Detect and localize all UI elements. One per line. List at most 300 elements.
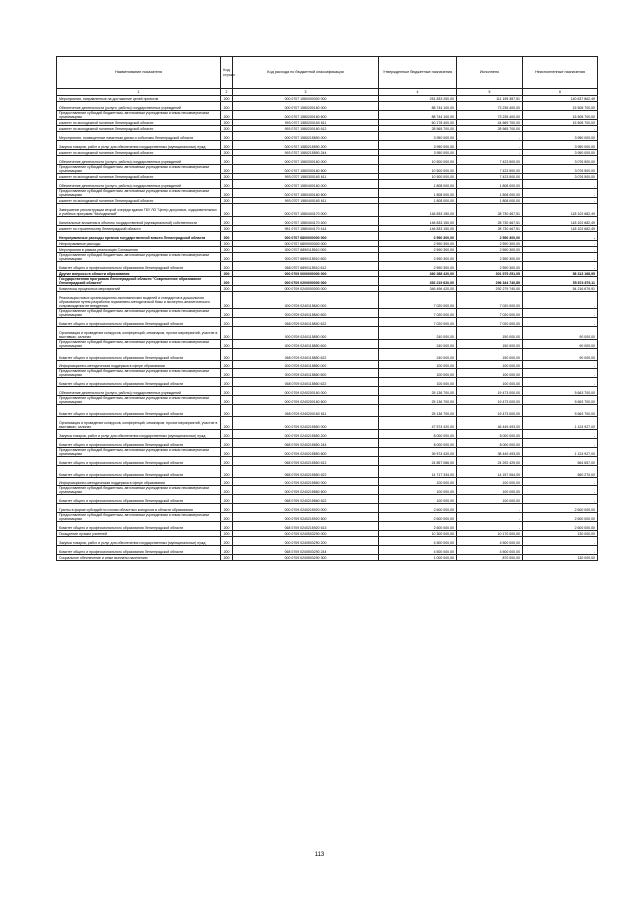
row-unexecuted-amount: 1 124 927,00 xyxy=(523,448,598,457)
row-approved-amount: 2 600 000,00 xyxy=(379,513,457,522)
row-name: Комплексы процессных мероприятий xyxy=(57,286,221,292)
row-classification-code: 000 0709 0200000000 000 xyxy=(233,277,379,286)
row-classification-code: 000 0709 0240503290 000 xyxy=(233,531,379,537)
row-unexecuted-amount: 560 270,00 xyxy=(523,466,598,478)
row-name: Непрограммные расходы xyxy=(57,241,221,247)
row-executed-amount: - xyxy=(457,141,523,150)
row-executed-amount: 46 449 493,00 xyxy=(457,417,523,430)
row-name: комитет по молодежной политике Ленинградской области xyxy=(57,174,221,180)
row-name: Предоставление субсидий бюджетным, автономным учреждениям и иным некоммерческим организациям xyxy=(57,513,221,522)
row-unexecuted-amount: - xyxy=(523,430,598,439)
table-row xyxy=(57,102,598,111)
row-classification-code: 068 0709 0240215850 244 xyxy=(233,439,379,448)
row-code: 200 xyxy=(221,262,233,271)
row-unexecuted-amount: 118 102 682,49 xyxy=(523,226,598,232)
table-row xyxy=(57,555,598,561)
row-executed-amount: 24 292 429,00 xyxy=(457,457,523,466)
row-name: Предоставление субсидий бюджетным, автономным учреждениям и иным некоммерческим организациям xyxy=(57,111,221,120)
row-executed-amount: 14 157 064,00 xyxy=(457,466,523,478)
row-unexecuted-amount: 3 950 000,00 xyxy=(523,132,598,141)
row-unexecuted-amount: - xyxy=(523,486,598,495)
row-approved-amount: 8 000 000,00 xyxy=(379,439,457,448)
row-name: Обеспечение деятельности (услуги, работы) государственных учреждений xyxy=(57,156,221,165)
row-code: 200 xyxy=(221,286,233,292)
row-code: 200 xyxy=(221,174,233,180)
row-approved-amount: 2 590 300,00 xyxy=(379,241,457,247)
row-unexecuted-amount: 3 076 500,00 xyxy=(523,165,598,174)
row-approved-amount: 3 950 000,00 xyxy=(379,141,457,150)
row-classification-code: 000 0707 1580215890 200 xyxy=(233,141,379,150)
table-row xyxy=(57,111,598,120)
table-row xyxy=(57,387,598,396)
row-unexecuted-amount: - xyxy=(523,378,598,387)
row-name: Организация и проведение конкурсов, конференций, семинаров, прочих мероприятий, участие в выставках, салонах xyxy=(57,327,221,340)
row-executed-amount: 28 730 467,51 xyxy=(457,204,523,217)
row-approved-amount: 1 808 000,00 xyxy=(379,189,457,198)
row-name: Комитет общего и профессионального образования Ленинградской области xyxy=(57,466,221,478)
row-unexecuted-amount: - xyxy=(523,126,598,132)
row-unexecuted-amount: 118 102 682,49 xyxy=(523,204,598,217)
row-executed-amount: - xyxy=(457,132,523,141)
row-classification-code: 000 0707 6890115510 000 xyxy=(233,247,379,253)
row-approved-amount: 2 590 300,00 xyxy=(379,232,457,241)
row-executed-amount: 28 730 467,51 xyxy=(457,217,523,226)
table-row xyxy=(57,486,598,495)
row-unexecuted-amount: 2 600 000,00 xyxy=(523,504,598,513)
row-approved-amount: 240 000,00 xyxy=(379,340,457,349)
row-unexecuted-amount: 58 313 168,95 xyxy=(523,271,598,277)
row-approved-amount: 7 020 000,00 xyxy=(379,318,457,327)
row-name: Предоставление субсидий бюджетным, автономным учреждениям и иным некоммерческим организациям xyxy=(57,189,221,198)
row-executed-amount: 10 170 000,00 xyxy=(457,531,523,537)
row-classification-code: 000 0709 0240215850 000 xyxy=(233,417,379,430)
row-name: Предоставление субсидий бюджетным, автономным учреждениям и иным некоммерческим организациям xyxy=(57,369,221,378)
row-name: Комитет общего и профессионального образования Ленинградской области xyxy=(57,349,221,361)
row-executed-amount: 100 000,00 xyxy=(457,369,523,378)
row-executed-amount: 296 344 740,89 xyxy=(457,277,523,286)
row-code: 200 xyxy=(221,180,233,189)
row-code: 200 xyxy=(221,504,233,513)
row-approved-amount: 25 136 700,00 xyxy=(379,387,457,396)
row-executed-amount: 28 565 700,00 xyxy=(457,126,523,132)
row-code: 200 xyxy=(221,277,233,286)
row-unexecuted-amount: 140 637 862,49 xyxy=(523,96,598,102)
row-code: 200 xyxy=(221,448,233,457)
row-approved-amount: 240 000,00 xyxy=(379,327,457,340)
table-row xyxy=(57,522,598,531)
row-name: Социальное обеспечение и иные выплаты населению xyxy=(57,555,221,561)
column-number-row xyxy=(57,89,598,96)
row-approved-amount: 8 000 000,00 xyxy=(379,430,457,439)
row-approved-amount: 10 500 000,00 xyxy=(379,174,457,180)
row-approved-amount: 146 833 150,00 xyxy=(379,226,457,232)
row-code: 200 xyxy=(221,253,233,262)
row-name: Гранты в форме субсидий по итогам областных конкурсов в области образования xyxy=(57,504,221,513)
row-classification-code: 000 0709 0000000000 000 xyxy=(233,271,379,277)
header-approved: Утвержденные бюджетные назначения xyxy=(379,57,457,89)
row-unexecuted-amount: 3 076 500,00 xyxy=(523,174,598,180)
row-code: 200 xyxy=(221,495,233,504)
row-executed-amount: 19 473 000,00 xyxy=(457,396,523,405)
header-name: Наименование показателя xyxy=(57,57,221,89)
row-executed-amount: 870 000,00 xyxy=(457,555,523,561)
row-classification-code: 000 0707 6800000000 000 xyxy=(233,232,379,241)
row-unexecuted-amount: 3 950 000,00 xyxy=(523,150,598,156)
row-approved-amount: 3 950 000,00 xyxy=(379,132,457,141)
row-classification-code: 993 0707 1580400160 611 xyxy=(233,198,379,204)
row-executed-amount: 7 423 500,00 xyxy=(457,174,523,180)
row-unexecuted-amount: 118 102 682,49 xyxy=(523,217,598,226)
row-unexecuted-amount: - xyxy=(523,439,598,448)
row-executed-amount: 100 000,00 xyxy=(457,378,523,387)
row-approved-amount: 4 500 000,00 xyxy=(379,537,457,546)
row-code: 200 xyxy=(221,132,233,141)
row-code: 200 xyxy=(221,522,233,531)
table-row xyxy=(57,262,598,271)
row-executed-amount: 8 000 000,00 xyxy=(457,439,523,448)
row-executed-amount: 1 808 000,00 xyxy=(457,180,523,189)
row-executed-amount: - xyxy=(457,504,523,513)
row-unexecuted-amount: 130 000,00 xyxy=(523,531,598,537)
row-unexecuted-amount: 2 600 000,00 xyxy=(523,522,598,531)
row-code: 200 xyxy=(221,120,233,126)
row-classification-code: 000 0707 6890115510 600 xyxy=(233,253,379,262)
row-name: Комитет общего и профессионального образования Ленинградской области xyxy=(57,457,221,466)
row-approved-amount: 60 178 400,00 xyxy=(379,120,457,126)
row-unexecuted-amount: - xyxy=(523,198,598,204)
row-classification-code: 000 0707 1580215890 000 xyxy=(233,132,379,141)
row-classification-code: 000 0709 0240000000 000 xyxy=(233,286,379,292)
row-code: 200 xyxy=(221,241,233,247)
row-executed-amount: 4 500 000,00 xyxy=(457,546,523,555)
column-number: 4 xyxy=(379,89,457,96)
row-executed-amount: 100 000,00 xyxy=(457,478,523,486)
row-approved-amount: 100 000,00 xyxy=(379,378,457,387)
row-approved-amount: 10 500 000,00 xyxy=(379,165,457,174)
row-name: Предоставление субсидий бюджетным, автономным учреждениям и иным некоммерческим организациям xyxy=(57,165,221,174)
row-approved-amount: 88 744 100,00 xyxy=(379,102,457,111)
row-approved-amount: 88 744 100,00 xyxy=(379,111,457,120)
row-name: Предоставление субсидий бюджетным, автономным учреждениям и иным некоммерческим организациям xyxy=(57,448,221,457)
row-classification-code: 000 0709 0240115850 000 xyxy=(233,327,379,340)
row-classification-code: 993 0707 1580200160 611 xyxy=(233,120,379,126)
table-row xyxy=(57,309,598,318)
row-unexecuted-amount: 55 874 879,11 xyxy=(523,277,598,286)
row-name: Мероприятия, посвященные памятным датам и событиям Ленинградской области xyxy=(57,132,221,141)
row-name: Предоставление субсидий бюджетным, автономным учреждениям и иным некоммерческим организациям xyxy=(57,486,221,495)
row-approved-amount: 100 000,00 xyxy=(379,486,457,495)
row-name: Завершение реконструкции второй очереди здания ГБУ ЛО "Центр досуговых, оздоровительных и учебных программ "Молодежный" xyxy=(57,204,221,217)
header-code: Код строки xyxy=(221,57,233,89)
table-row xyxy=(57,141,598,150)
row-code: 200 xyxy=(221,457,233,466)
row-name: Предоставление субсидий бюджетным, автономным учреждениям и иным некоммерческим организациям xyxy=(57,340,221,349)
row-unexecuted-amount: - xyxy=(523,309,598,318)
table-row xyxy=(57,546,598,555)
row-code: 200 xyxy=(221,478,233,486)
table-row xyxy=(57,349,598,361)
row-unexecuted-amount: 5 663 700,00 xyxy=(523,396,598,405)
row-executed-amount: - xyxy=(457,522,523,531)
row-classification-code: 993 0707 1580200160 612 xyxy=(233,126,379,132)
row-approved-amount: 7 020 000,00 xyxy=(379,309,457,318)
row-executed-amount: 7 423 500,00 xyxy=(457,156,523,165)
row-classification-code: 993 0707 1580215890 244 xyxy=(233,150,379,156)
table-row xyxy=(57,417,598,430)
row-classification-code: 068 0709 0240200160 611 xyxy=(233,405,379,417)
column-number: 5 xyxy=(457,89,523,96)
row-name: Комитет общего и профессионального образования Ленинградской области xyxy=(57,405,221,417)
row-executed-amount: 2 590 300,00 xyxy=(457,262,523,271)
row-approved-amount: 7 020 000,00 xyxy=(379,292,457,309)
row-approved-amount: 2 600 000,00 xyxy=(379,522,457,531)
row-unexecuted-amount: 90 000,00 xyxy=(523,340,598,349)
row-code: 200 xyxy=(221,340,233,349)
row-name: Обеспечение деятельности (услуги, работы) государственных учреждений xyxy=(57,387,221,396)
table-row xyxy=(57,466,598,478)
table-row xyxy=(57,292,598,309)
row-executed-amount: 150 000,00 xyxy=(457,349,523,361)
row-code: 200 xyxy=(221,486,233,495)
row-unexecuted-amount: - xyxy=(523,189,598,198)
row-classification-code: 000 0709 0240115840 600 xyxy=(233,309,379,318)
row-name: комитет по молодежной политике Ленинградской области xyxy=(57,198,221,204)
row-code: 200 xyxy=(221,150,233,156)
row-classification-code: 068 0709 0240215860 622 xyxy=(233,495,379,504)
row-classification-code: 068 0709 0240215920 613 xyxy=(233,522,379,531)
row-code: 200 xyxy=(221,378,233,387)
row-executed-amount: 100 000,00 xyxy=(457,361,523,369)
row-approved-amount: 251 833 250,00 xyxy=(379,96,457,102)
table-row xyxy=(57,189,598,198)
row-name: комитет по строительству Ленинградской области xyxy=(57,226,221,232)
row-approved-amount: 39 574 420,00 xyxy=(379,448,457,457)
row-approved-amount: 2 600 000,00 xyxy=(379,504,457,513)
row-name: Поощрение лучших учителей xyxy=(57,531,221,537)
row-unexecuted-amount: 15 508 700,00 xyxy=(523,111,598,120)
row-unexecuted-amount: - xyxy=(523,478,598,486)
row-code: 200 xyxy=(221,226,233,232)
row-code: 200 xyxy=(221,405,233,417)
row-approved-amount: 352 219 620,00 xyxy=(379,277,457,286)
row-unexecuted-amount: - xyxy=(523,241,598,247)
row-name: Непрограммные расходы органов государственной власти Ленинградской области xyxy=(57,232,221,241)
row-approved-amount: 24 857 086,00 xyxy=(379,457,457,466)
header-executed: Исполнено xyxy=(457,57,523,89)
row-executed-amount: 1 808 000,00 xyxy=(457,198,523,204)
row-name: Информационно-методическая поддержка в сфере образования xyxy=(57,361,221,369)
row-approved-amount: 100 000,00 xyxy=(379,369,457,378)
table-row xyxy=(57,430,598,439)
table-row xyxy=(57,478,598,486)
row-unexecuted-amount: 3 950 000,00 xyxy=(523,141,598,150)
row-executed-amount: 1 808 000,00 xyxy=(457,189,523,198)
row-name: Информационно-методическая поддержка в сфере образования xyxy=(57,478,221,486)
row-approved-amount: 2 590 300,00 xyxy=(379,247,457,253)
row-code: 200 xyxy=(221,439,233,448)
table-row xyxy=(57,277,598,286)
row-approved-amount: 1 808 000,00 xyxy=(379,198,457,204)
row-classification-code: 000 0707 1580400160 600 xyxy=(233,189,379,198)
row-classification-code: 000 0709 0240215860 000 xyxy=(233,478,379,486)
row-unexecuted-amount: - xyxy=(523,253,598,262)
row-approved-amount: 25 136 700,00 xyxy=(379,396,457,405)
row-executed-amount: 19 473 000,00 xyxy=(457,405,523,417)
row-unexecuted-amount: - xyxy=(523,292,598,309)
row-unexecuted-amount: 130 000,00 xyxy=(523,555,598,561)
row-approved-amount: 240 000,00 xyxy=(379,349,457,361)
row-name: Комитет общего и профессионального образования Ленинградской области xyxy=(57,439,221,448)
row-classification-code: 068 0709 0240215850 622 xyxy=(233,466,379,478)
row-approved-amount: 100 000,00 xyxy=(379,478,457,486)
row-name: Предоставление субсидий бюджетным, автономным учреждениям и иным некоммерческим организациям xyxy=(57,309,221,318)
row-code: 200 xyxy=(221,204,233,217)
row-approved-amount: 100 000,00 xyxy=(379,495,457,504)
row-code: 200 xyxy=(221,417,233,430)
table-row xyxy=(57,537,598,546)
row-classification-code: 000 0707 1580300160 600 xyxy=(233,165,379,174)
column-number: 6 xyxy=(523,89,598,96)
row-classification-code: 000 0707 1580300160 000 xyxy=(233,156,379,165)
header-unexecuted: Неисполненные назначения xyxy=(523,57,598,89)
row-executed-amount: - xyxy=(457,513,523,522)
table-row xyxy=(57,204,598,217)
row-name: Обеспечение деятельности (услуги, работы) государственных учреждений xyxy=(57,102,221,111)
row-classification-code: 000 0707 1580000000 000 xyxy=(233,96,379,102)
row-code: 200 xyxy=(221,327,233,340)
budget-execution-table xyxy=(56,56,598,561)
row-approved-amount: 3 950 000,00 xyxy=(379,150,457,156)
row-executed-amount: 8 000 000,00 xyxy=(457,430,523,439)
row-name: Мероприятия, направленные на достижение целей проектов xyxy=(57,96,221,102)
row-unexecuted-amount: - xyxy=(523,318,598,327)
row-code: 200 xyxy=(221,271,233,277)
row-executed-amount: 7 020 000,00 xyxy=(457,309,523,318)
row-approved-amount: 1 000 000,00 xyxy=(379,555,457,561)
column-number: 3 xyxy=(233,89,379,96)
row-code: 200 xyxy=(221,165,233,174)
row-classification-code: 068 0709 0240115860 622 xyxy=(233,378,379,387)
row-classification-code: 068 0707 6890115510 612 xyxy=(233,262,379,271)
table-row xyxy=(57,457,598,466)
row-name: Комитет общего и профессионального образования Ленинградской области xyxy=(57,378,221,387)
row-classification-code: 000 0709 0240215850 200 xyxy=(233,430,379,439)
row-executed-amount: 7 020 000,00 xyxy=(457,318,523,327)
table-row xyxy=(57,318,598,327)
table-row xyxy=(57,340,598,349)
row-classification-code: 000 0709 0240215920 600 xyxy=(233,513,379,522)
row-executed-amount: 73 235 400,00 xyxy=(457,102,523,111)
row-code: 200 xyxy=(221,513,233,522)
row-name: Комитет общего и профессионального образования Ленинградской области xyxy=(57,262,221,271)
table-row xyxy=(57,369,598,378)
row-approved-amount: 47 574 420,00 xyxy=(379,417,457,430)
row-name: Комитет общего и профессионального образования Ленинградской области xyxy=(57,495,221,504)
row-unexecuted-amount: 2 600 000,00 xyxy=(523,513,598,522)
row-name: комитет по молодежной политике Ленинградской области xyxy=(57,150,221,156)
row-code: 200 xyxy=(221,531,233,537)
row-name: Организация и проведение конкурсов, конференций, семинаров, прочих мероприятий, участие в выставках, салонах xyxy=(57,417,221,430)
row-code: 200 xyxy=(221,247,233,253)
table-row xyxy=(57,132,598,141)
row-name: Другие вопросы в области образования xyxy=(57,271,221,277)
row-classification-code: 000 0709 0240215860 600 xyxy=(233,486,379,495)
row-name: Мероприятия в рамках реализации Соглашения xyxy=(57,247,221,253)
row-code: 200 xyxy=(221,96,233,102)
row-classification-code: 000 0707 1580200160 600 xyxy=(233,111,379,120)
column-number: 2 xyxy=(221,89,233,96)
header-classification: Код расхода по бюджетной классификации xyxy=(233,57,379,89)
row-code: 200 xyxy=(221,369,233,378)
row-executed-amount: 28 730 467,51 xyxy=(457,226,523,232)
table-row xyxy=(57,361,598,369)
row-classification-code: 951 0707 1580404170 414 xyxy=(233,226,379,232)
row-executed-amount: - xyxy=(457,150,523,156)
table-row xyxy=(57,448,598,457)
row-name: комитет по молодежной политике Ленинградской области xyxy=(57,126,221,132)
row-approved-amount: 146 833 150,00 xyxy=(379,217,457,226)
row-unexecuted-amount: - xyxy=(523,180,598,189)
row-executed-amount: 4 500 000,00 xyxy=(457,537,523,546)
row-executed-amount: 100 000,00 xyxy=(457,486,523,495)
row-unexecuted-amount: 1 124 927,00 xyxy=(523,417,598,430)
table-row xyxy=(57,504,598,513)
table-row xyxy=(57,327,598,340)
table-row xyxy=(57,396,598,405)
row-executed-amount: 301 975 251,05 xyxy=(457,271,523,277)
row-unexecuted-amount: - xyxy=(523,369,598,378)
row-unexecuted-amount: 90 000,00 xyxy=(523,349,598,361)
row-classification-code: 000 0707 1580400160 000 xyxy=(233,180,379,189)
row-classification-code: 068 0709 0240115850 622 xyxy=(233,349,379,361)
row-code: 200 xyxy=(221,546,233,555)
row-unexecuted-amount: 90 000,00 xyxy=(523,327,598,340)
row-code: 200 xyxy=(221,232,233,241)
row-approved-amount: 10 500 000,00 xyxy=(379,156,457,165)
row-executed-amount: 100 000,00 xyxy=(457,495,523,504)
column-number: 1 xyxy=(57,89,221,96)
row-executed-amount: 7 020 000,00 xyxy=(457,292,523,309)
row-approved-amount: 2 590 300,00 xyxy=(379,262,457,271)
row-classification-code: 000 0709 0240215920 000 xyxy=(233,504,379,513)
table-row xyxy=(57,156,598,165)
row-approved-amount: 25 136 700,00 xyxy=(379,405,457,417)
row-code: 200 xyxy=(221,189,233,198)
row-unexecuted-amount: 15 508 700,00 xyxy=(523,102,598,111)
row-unexecuted-amount: 564 657,00 xyxy=(523,457,598,466)
row-classification-code: 000 0709 0240503290 200 xyxy=(233,537,379,546)
table-row xyxy=(57,513,598,522)
row-name: Закупка товаров, работ и услуг для обеспечения государственных (муниципальных) нужд xyxy=(57,141,221,150)
row-name: Предоставление субсидий бюджетным, автономным учреждениям и иным некоммерческим организациям xyxy=(57,396,221,405)
row-unexecuted-amount: 15 508 700,00 xyxy=(523,120,598,126)
row-name: комитет по молодежной политике Ленинградской области xyxy=(57,120,221,126)
row-code: 200 xyxy=(221,126,233,132)
row-approved-amount: 10 300 000,00 xyxy=(379,531,457,537)
table-row xyxy=(57,180,598,189)
row-code: 200 xyxy=(221,111,233,120)
row-classification-code: 000 0709 0240200160 600 xyxy=(233,396,379,405)
row-name: Комитет общего и профессионального образования Ленинградской области xyxy=(57,318,221,327)
row-code: 200 xyxy=(221,156,233,165)
row-unexecuted-amount: 5 663 700,00 xyxy=(523,405,598,417)
row-executed-amount: 2 590 300,00 xyxy=(457,253,523,262)
table-row xyxy=(57,405,598,417)
row-approved-amount: 346 496 420,00 xyxy=(379,286,457,292)
row-unexecuted-amount: 5 663 700,00 xyxy=(523,387,598,396)
row-name: Комитет общего и профессионального образования Ленинградской области xyxy=(57,522,221,531)
row-approved-amount: 360 288 420,00 xyxy=(379,271,457,277)
